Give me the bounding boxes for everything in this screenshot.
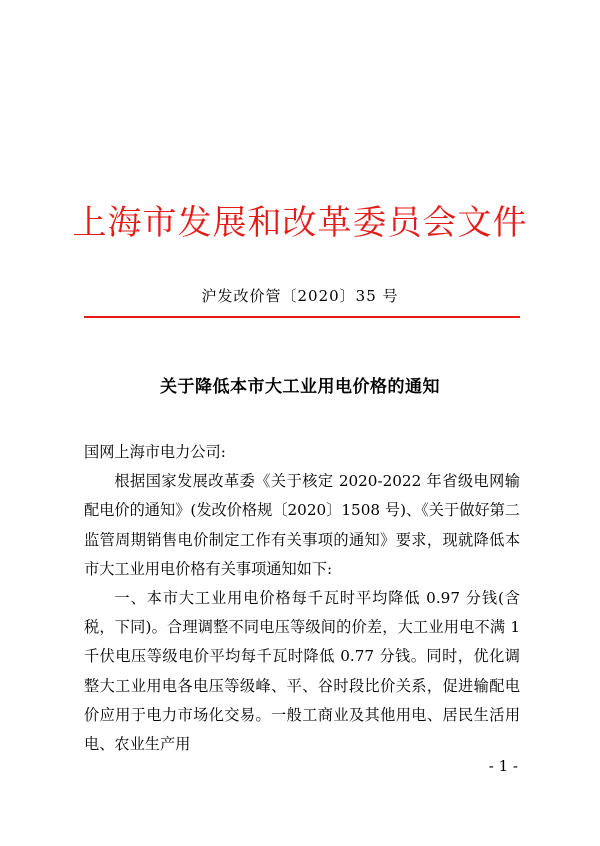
paragraph-intro: 根据国家发展改革委《关于核定 2020-2022 年省级电网输配电价的通知》(发改价格规〔2020〕1508 号)、《关于做好第二监管周期销售电价制定工作有关事项的通知》要求，现就降低本市大工业用电价格有关事项通知如下:: [84, 472, 520, 578]
issuer-title: 上海市发展和改革委员会文件: [72, 203, 528, 243]
addressee: 国网上海市电力公司:: [84, 443, 226, 461]
red-divider-line: [84, 316, 520, 318]
notice-title: 关于降低本市大工业用电价格的通知: [160, 377, 440, 397]
document-number: 沪发改价管〔2020〕35 号: [201, 287, 399, 305]
page-number: - 1 -: [488, 757, 518, 775]
notice-body: [84, 438, 520, 759]
paragraph-item-1: 一、本市大工业用电价格每千瓦时平均降低 0.97 分钱(含税，下同)。合理调整不同电压等级间的价差，大工业用电不满 1 千伏电压等级电价平均每千瓦时降低 0.77 分钱。同时，优化调整大工业用电各电压等级峰、平、谷时段比价关系，促进输配电价应用于电力市场化交易。一般工商业及其他用电、居民生活用电、农业生产用: [84, 589, 520, 754]
